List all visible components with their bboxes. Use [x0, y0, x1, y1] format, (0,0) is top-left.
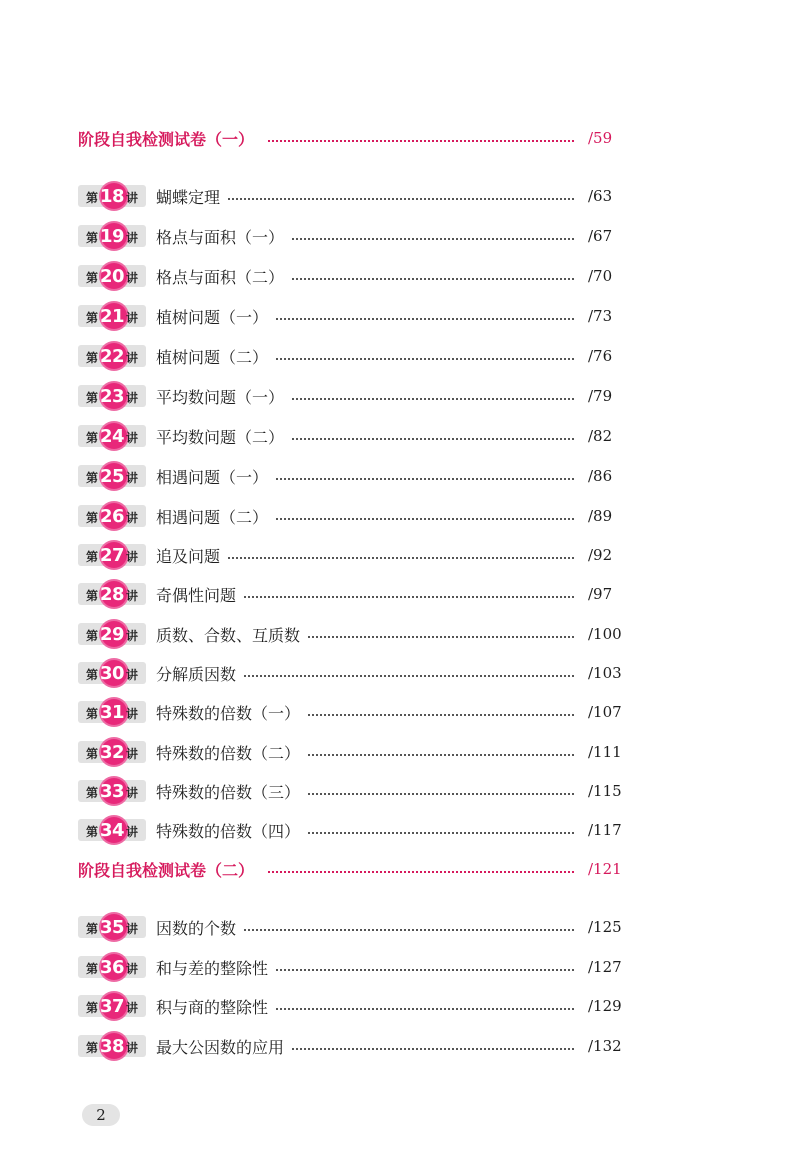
lecture-title: 平均数问题（二） [156, 427, 285, 447]
lecture-title: 追及问题 [156, 546, 221, 566]
leader-dots [268, 871, 574, 873]
lecture-badge: 第 22 讲 [78, 343, 146, 369]
leader-dots [276, 1008, 574, 1010]
lecture-page: /86 [588, 467, 613, 485]
leader-dots [276, 358, 574, 360]
lecture-badge: 第 19 讲 [78, 223, 146, 249]
toc-entry-34[interactable] [78, 815, 638, 845]
lecture-page: /63 [588, 187, 613, 205]
section-title: 阶段自我检测试卷（一） [78, 129, 255, 149]
lecture-badge: 第 21 讲 [78, 303, 146, 329]
lecture-page: /89 [588, 507, 613, 525]
toc-entry-25[interactable] [78, 461, 638, 491]
lecture-page: /107 [588, 703, 622, 721]
leader-dots [244, 929, 574, 931]
toc-entry-33[interactable] [78, 776, 638, 806]
lecture-badge: 第 37 讲 [78, 993, 146, 1019]
toc-entry-35[interactable] [78, 912, 638, 942]
lecture-page: /132 [588, 1037, 622, 1055]
lecture-badge: 第 20 讲 [78, 263, 146, 289]
page-number: 2 [82, 1104, 120, 1126]
toc-entry-18[interactable] [78, 181, 638, 211]
toc-entry-31[interactable] [78, 697, 638, 727]
lecture-title: 奇偶性问题 [156, 585, 237, 605]
lecture-badge: 第 28 讲 [78, 581, 146, 607]
leader-dots [308, 714, 574, 716]
lecture-page: /76 [588, 347, 613, 365]
toc-entry-28[interactable] [78, 579, 638, 609]
leader-dots [292, 438, 574, 440]
lecture-page: /117 [588, 821, 622, 839]
lecture-page: /127 [588, 958, 622, 976]
lecture-page: /100 [588, 625, 622, 643]
section-page: /59 [588, 129, 613, 147]
leader-dots [292, 278, 574, 280]
lecture-title: 相遇问题（一） [156, 467, 269, 487]
section-page: /121 [588, 860, 622, 878]
leader-dots [308, 636, 574, 638]
lecture-title: 相遇问题（二） [156, 507, 269, 527]
lecture-badge: 第 30 讲 [78, 660, 146, 686]
lecture-badge: 第 18 讲 [78, 183, 146, 209]
lecture-page: /115 [588, 782, 622, 800]
toc-entry-23[interactable] [78, 381, 638, 411]
toc-entry-27[interactable] [78, 540, 638, 570]
toc-entry-22[interactable] [78, 341, 638, 371]
lecture-page: /111 [588, 743, 622, 761]
toc-entry-30[interactable] [78, 658, 638, 688]
lecture-title: 积与商的整除性 [156, 997, 269, 1017]
toc-entry-36[interactable] [78, 952, 638, 982]
lecture-title: 植树问题（二） [156, 347, 269, 367]
lecture-title: 分解质因数 [156, 664, 237, 684]
lecture-title: 特殊数的倍数（四） [156, 821, 301, 841]
leader-dots [292, 238, 574, 240]
lecture-title: 特殊数的倍数（二） [156, 743, 301, 763]
lecture-badge: 第 23 讲 [78, 383, 146, 409]
lecture-badge: 第 33 讲 [78, 778, 146, 804]
lecture-badge: 第 26 讲 [78, 503, 146, 529]
lecture-page: /129 [588, 997, 622, 1015]
leader-dots [276, 478, 574, 480]
leader-dots [228, 557, 574, 559]
lecture-page: /125 [588, 918, 622, 936]
lecture-title: 质数、合数、互质数 [156, 625, 301, 645]
leader-dots [228, 198, 574, 200]
toc-entry-38[interactable] [78, 1031, 638, 1061]
leader-dots [268, 140, 574, 142]
leader-dots [276, 969, 574, 971]
toc-entry-26[interactable] [78, 501, 638, 531]
lecture-page: /73 [588, 307, 613, 325]
lecture-title: 格点与面积（二） [156, 267, 285, 287]
lecture-badge: 第 32 讲 [78, 739, 146, 765]
lecture-page: /79 [588, 387, 613, 405]
lecture-title: 植树问题（一） [156, 307, 269, 327]
lecture-title: 因数的个数 [156, 918, 237, 938]
toc-entry-19[interactable] [78, 221, 638, 251]
leader-dots [276, 318, 574, 320]
toc-section-2[interactable] [78, 854, 638, 884]
lecture-title: 蝴蝶定理 [156, 187, 221, 207]
lecture-badge: 第 36 讲 [78, 954, 146, 980]
section-title: 阶段自我检测试卷（二） [78, 860, 255, 880]
lecture-page: /97 [588, 585, 613, 603]
lecture-title: 特殊数的倍数（三） [156, 782, 301, 802]
lecture-page: /82 [588, 427, 613, 445]
lecture-badge: 第 35 讲 [78, 914, 146, 940]
toc-entry-32[interactable] [78, 737, 638, 767]
lecture-badge: 第 31 讲 [78, 699, 146, 725]
leader-dots [244, 675, 574, 677]
lecture-title: 特殊数的倍数（一） [156, 703, 301, 723]
toc-entry-24[interactable] [78, 421, 638, 451]
toc-entry-20[interactable] [78, 261, 638, 291]
toc-entry-29[interactable] [78, 619, 638, 649]
lecture-page: /103 [588, 664, 622, 682]
leader-dots [308, 832, 574, 834]
lecture-title: 平均数问题（一） [156, 387, 285, 407]
lecture-title: 最大公因数的应用 [156, 1037, 285, 1057]
lecture-badge: 第 24 讲 [78, 423, 146, 449]
lecture-title: 和与差的整除性 [156, 958, 269, 978]
toc-entry-37[interactable] [78, 991, 638, 1021]
lecture-badge: 第 25 讲 [78, 463, 146, 489]
toc-section-1[interactable] [78, 123, 638, 153]
lecture-badge: 第 29 讲 [78, 621, 146, 647]
lecture-page: /92 [588, 546, 613, 564]
leader-dots [244, 596, 574, 598]
lecture-title: 格点与面积（一） [156, 227, 285, 247]
lecture-badge: 第 27 讲 [78, 542, 146, 568]
leader-dots [308, 793, 574, 795]
leader-dots [308, 754, 574, 756]
leader-dots [292, 398, 574, 400]
leader-dots [276, 518, 574, 520]
lecture-badge: 第 34 讲 [78, 817, 146, 843]
lecture-badge: 第 38 讲 [78, 1033, 146, 1059]
leader-dots [292, 1048, 574, 1050]
toc-entry-21[interactable] [78, 301, 638, 331]
lecture-page: /70 [588, 267, 613, 285]
lecture-page: /67 [588, 227, 613, 245]
